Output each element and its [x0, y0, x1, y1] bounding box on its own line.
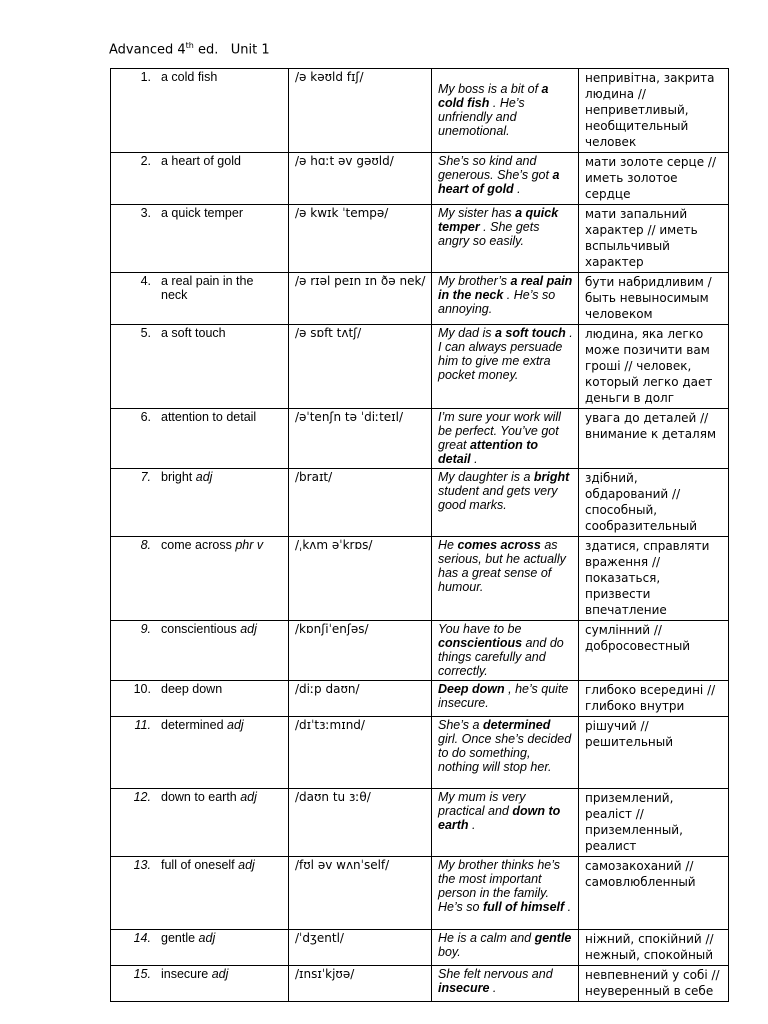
translation-cell: невпевнений у собі // неуверенный в себе	[579, 966, 729, 1002]
translation-cell: мати золоте серце // иметь золотое сердце	[579, 153, 729, 205]
header-superscript: th	[185, 41, 194, 50]
example-highlight: insecure	[438, 981, 490, 995]
row-number: 3.	[140, 206, 151, 220]
example-highlight: gentle	[534, 931, 572, 945]
term-cell	[111, 537, 289, 621]
pronunciation-cell: /ə rɪəl peɪn ɪn ðə nek/	[289, 273, 432, 325]
example-cell	[432, 153, 579, 205]
example-highlight: a quick temper	[438, 206, 562, 234]
pronunciation-cell: /daʊn tu ɜːθ/	[289, 789, 432, 857]
term-text-wrap	[161, 326, 283, 340]
translation-cell: здатися, справляти враження // показаться, призвести впечатление	[579, 537, 729, 621]
table-row	[111, 857, 729, 930]
example-text: My boss is a bit of	[438, 82, 542, 96]
row-number: 2.	[140, 154, 151, 168]
term-cell	[111, 469, 289, 537]
table-row	[111, 621, 729, 681]
part-of-speech: adj	[211, 967, 229, 981]
example-text: You have to be	[438, 622, 525, 636]
table-row	[111, 469, 729, 537]
term-cell	[111, 930, 289, 966]
row-number: 5.	[140, 326, 151, 340]
pronunciation-cell: /ɪnsɪˈkjʊə/	[289, 966, 432, 1002]
example-cell	[432, 273, 579, 325]
pronunciation-cell: /ə hɑːt əv gəʊld/	[289, 153, 432, 205]
table-row	[111, 789, 729, 857]
example-cell	[432, 409, 579, 469]
term-text-wrap	[161, 682, 283, 696]
term-text-wrap	[161, 206, 283, 220]
example-text: He	[438, 538, 458, 552]
page-header	[109, 41, 270, 57]
example-text: , he’s quite insecure.	[438, 682, 572, 710]
term-text-wrap	[161, 967, 283, 981]
term-text: bright	[161, 470, 193, 484]
example-text: . She gets angry so easily.	[438, 220, 543, 248]
row-number: 13.	[133, 858, 151, 872]
example-cell	[432, 717, 579, 789]
vocabulary-table	[110, 68, 729, 1002]
table-row	[111, 273, 729, 325]
term-text: conscientious	[161, 622, 237, 636]
term-text-wrap	[161, 538, 283, 552]
table-row	[111, 717, 729, 789]
term-text: attention to detail	[161, 410, 257, 424]
term-cell	[111, 966, 289, 1002]
part-of-speech: phr v	[235, 538, 264, 552]
example-cell	[432, 69, 579, 153]
translation-cell: сумлінний // добросовестный	[579, 621, 729, 681]
example-text: I’m sure your work will be perfect. You’ve got great	[438, 410, 565, 452]
example-highlight: bright	[533, 470, 570, 484]
translation-cell: мати запальний характер // иметь вспыльчивый характер	[579, 205, 729, 273]
row-number: 15.	[133, 967, 151, 981]
example-text: .	[489, 981, 497, 995]
term-cell	[111, 325, 289, 409]
example-cell	[432, 205, 579, 273]
example-text: She’s a	[438, 718, 483, 732]
example-cell	[432, 325, 579, 409]
term-text-wrap	[161, 410, 283, 424]
part-of-speech: adj	[238, 858, 255, 872]
row-number: 9.	[140, 622, 151, 636]
example-text: My mum is very practical and	[438, 790, 529, 818]
translation-cell: рішучий // решительный	[579, 717, 729, 789]
row-number: 10.	[133, 682, 151, 696]
translation-cell: самозакоханий // самовлюбленный	[579, 857, 729, 930]
term-cell	[111, 153, 289, 205]
example-cell	[432, 469, 579, 537]
example-highlight: a real pain in the neck	[438, 274, 576, 302]
example-highlight: full of himself	[482, 900, 565, 914]
term-cell	[111, 681, 289, 717]
table-row	[111, 69, 729, 153]
example-text: student and gets very good marks.	[438, 470, 573, 512]
term-text: insecure	[161, 967, 209, 981]
row-number: 11.	[134, 718, 151, 732]
term-text: down to earth	[161, 790, 237, 804]
pronunciation-cell: /diːp daʊn/	[289, 681, 432, 717]
term-text-wrap	[161, 70, 283, 84]
table-row	[111, 930, 729, 966]
term-text: gentle	[161, 931, 196, 945]
example-highlight: a soft touch	[494, 326, 566, 340]
term-text-wrap	[161, 622, 283, 636]
term-text: a soft touch	[161, 326, 226, 340]
example-cell	[432, 857, 579, 930]
table-row	[111, 681, 729, 717]
example-text: .	[564, 900, 572, 914]
pronunciation-cell: /kɒnʃiˈenʃəs/	[289, 621, 432, 681]
table-row	[111, 409, 729, 469]
example-text: My brother thinks he’s the most important person in the family. He’s so	[438, 858, 564, 914]
term-cell	[111, 273, 289, 325]
pronunciation-cell: /dɪˈtɜːmɪnd/	[289, 717, 432, 789]
term-cell	[111, 857, 289, 930]
example-cell	[432, 621, 579, 681]
example-highlight: conscientious	[438, 636, 523, 650]
row-number: 8.	[140, 538, 151, 552]
part-of-speech: adj	[195, 470, 213, 484]
term-cell	[111, 621, 289, 681]
translation-cell: глибоко всередині // глибоко внутри	[579, 681, 729, 717]
row-number: 7.	[140, 470, 151, 484]
header-suffix: ed. Unit 1	[193, 42, 270, 58]
row-number: 14.	[133, 931, 151, 945]
example-text: boy.	[438, 931, 575, 959]
example-text: My brother’s	[438, 274, 511, 288]
example-cell	[432, 966, 579, 1002]
table-row	[111, 325, 729, 409]
term-text-wrap	[161, 718, 283, 732]
term-text: a quick temper	[161, 206, 243, 220]
row-number: 6.	[140, 410, 151, 424]
example-highlight: a cold fish	[438, 82, 552, 110]
translation-cell: ніжний, спокійний // нежный, спокойный	[579, 930, 729, 966]
translation-cell: здібний, обдарований // способный, сообразительный	[579, 469, 729, 537]
example-text: .	[468, 818, 476, 832]
example-highlight: Deep down	[438, 682, 505, 696]
vocabulary-table-body	[111, 69, 729, 1002]
translation-cell: увага до деталей // внимание к деталям	[579, 409, 729, 469]
term-text: a real pain in the neck	[161, 274, 254, 302]
term-cell	[111, 69, 289, 153]
term-text-wrap	[161, 274, 283, 302]
translation-cell: непривітна, закрита людина // неприветливый, необщительный человек	[579, 69, 729, 153]
example-highlight: a heart of gold	[438, 168, 563, 196]
term-text: full of oneself	[161, 858, 235, 872]
pronunciation-cell: /əˈtenʃn tə ˈdiːteɪl/	[289, 409, 432, 469]
term-text: determined	[161, 718, 224, 732]
table-row	[111, 153, 729, 205]
row-number: 4.	[140, 274, 151, 288]
example-highlight: attention to detail	[438, 438, 542, 466]
example-text: as serious, but he actually has a great sense of humour.	[438, 538, 570, 594]
example-highlight: down to earth	[438, 804, 564, 832]
example-cell	[432, 681, 579, 717]
term-text-wrap	[161, 931, 283, 945]
translation-cell: приземлений, реаліст // приземленный, реалист	[579, 789, 729, 857]
translation-cell: людина, яка легко може позичити вам гроші // человек, который легко дает деньги в долг	[579, 325, 729, 409]
term-text-wrap	[161, 470, 283, 484]
term-text: deep down	[161, 682, 223, 696]
pronunciation-cell: /ə kwɪk ˈtempə/	[289, 205, 432, 273]
example-text: . I can always persuade him to give me extra pocket money.	[438, 326, 577, 382]
example-text: He is a calm and	[438, 931, 535, 945]
part-of-speech: adj	[198, 931, 216, 945]
term-cell	[111, 717, 289, 789]
example-text: . He’s so annoying.	[438, 288, 559, 316]
term-text-wrap	[161, 858, 283, 872]
example-highlight: comes across	[457, 538, 541, 552]
pronunciation-cell: /ˈdʒentl/	[289, 930, 432, 966]
pronunciation-cell: /braɪt/	[289, 469, 432, 537]
header-prefix: Advanced 4	[109, 42, 186, 58]
example-text: My dad is	[438, 326, 495, 340]
example-text: My sister has	[438, 206, 516, 220]
part-of-speech: adj	[240, 790, 257, 804]
term-text-wrap	[161, 790, 283, 804]
term-text: a heart of gold	[161, 154, 241, 168]
example-text: She felt nervous and	[438, 967, 557, 981]
table-row	[111, 205, 729, 273]
example-highlight: determined	[482, 718, 551, 732]
pronunciation-cell: /ə sɒft tʌtʃ/	[289, 325, 432, 409]
part-of-speech: adj	[227, 718, 244, 732]
example-text: She’s so kind and generous. She’s got	[438, 154, 553, 182]
row-number: 1.	[140, 70, 151, 84]
term-cell	[111, 205, 289, 273]
translation-cell: бути набридливим / быть невыносимым человеком	[579, 273, 729, 325]
example-cell	[432, 930, 579, 966]
term-cell	[111, 409, 289, 469]
example-text: . He’s unfriendly and unemotional.	[438, 96, 529, 138]
example-text: .	[513, 182, 521, 196]
table-row	[111, 537, 729, 621]
example-cell	[432, 537, 579, 621]
term-text: come across	[161, 538, 232, 552]
term-text-wrap	[161, 154, 283, 168]
part-of-speech: adj	[240, 622, 257, 636]
example-text: My daughter is a	[438, 470, 534, 484]
pronunciation-cell: /fʊl əv wʌnˈself/	[289, 857, 432, 930]
row-number: 12.	[133, 790, 151, 804]
term-text: a cold fish	[161, 70, 218, 84]
term-cell	[111, 789, 289, 857]
pronunciation-cell: /ˌkʌm əˈkrɒs/	[289, 537, 432, 621]
table-row	[111, 966, 729, 1002]
example-text: .	[470, 452, 478, 466]
pronunciation-cell: /ə kəʊld fɪʃ/	[289, 69, 432, 153]
example-text: girl. Once she’s decided to do something, nothing will stop her.	[438, 718, 575, 774]
example-text: and do things carefully and correctly.	[438, 636, 568, 678]
example-cell	[432, 789, 579, 857]
